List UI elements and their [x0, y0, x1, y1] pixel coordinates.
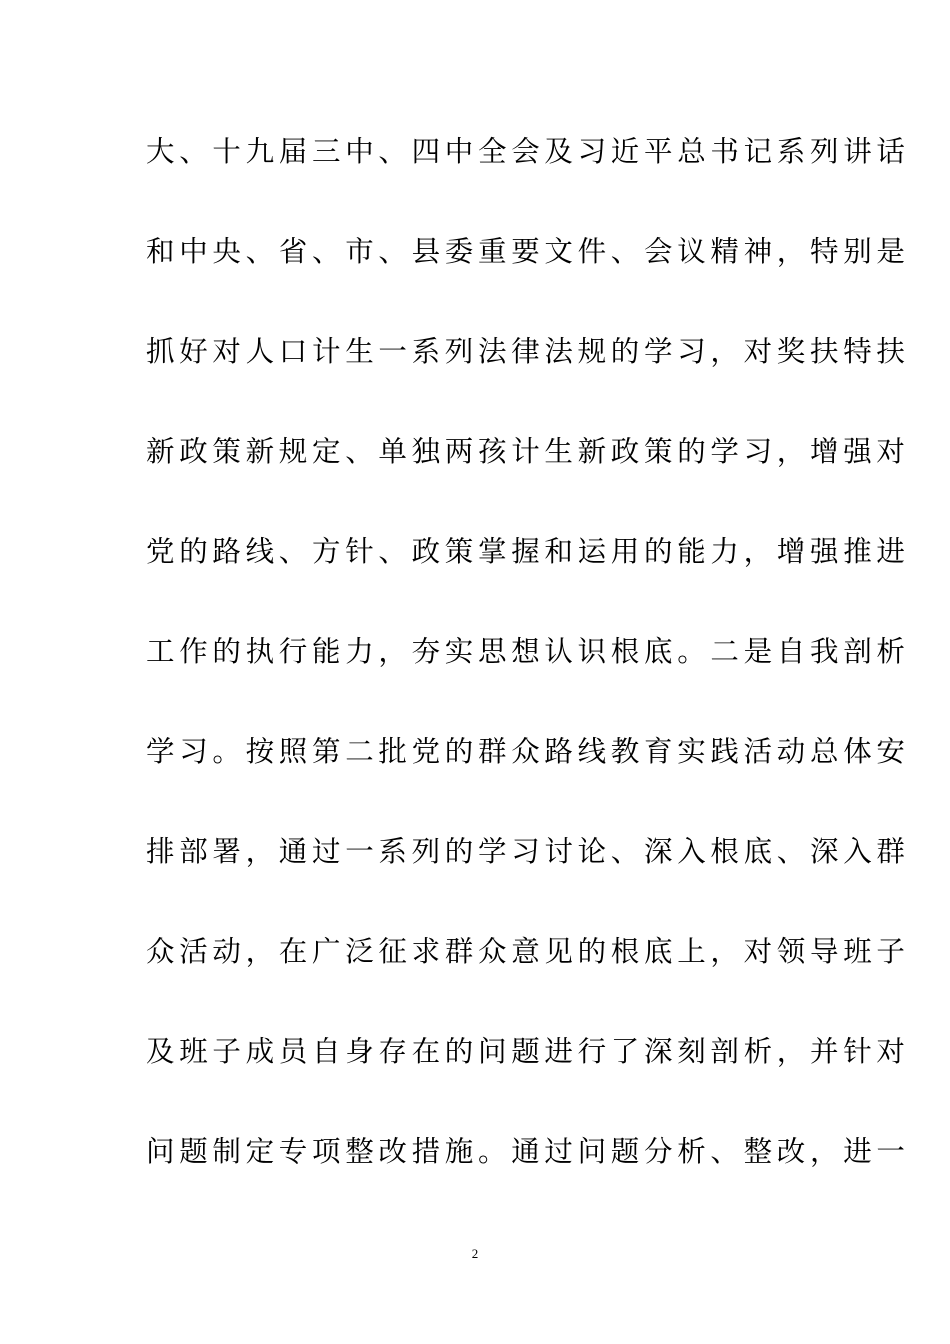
text-line: 党的路线、方针、政策掌握和运用的能力，增强推进 [146, 535, 910, 568]
text-line: 学习。按照第二批党的群众路线教育实践活动总体安 [146, 735, 910, 768]
text-line: 众活动，在广泛征求群众意见的根底上，对领导班子 [146, 935, 910, 968]
text-line: 排部署，通过一系列的学习讨论、深入根底、深入群 [146, 835, 910, 868]
page-number: 2 [471, 1246, 479, 1261]
text-line: 工作的执行能力，夯实思想认识根底。二是自我剖析 [146, 635, 910, 668]
text-line: 问题制定专项整改措施。通过问题分析、整改，进一 [146, 1135, 910, 1168]
text-line: 新政策新规定、单独两孩计生新政策的学习，增强对 [146, 435, 910, 468]
text-line: 大、十九届三中、四中全会及习近平总书记系列讲话 [146, 135, 910, 168]
text-line: 和中央、省、市、县委重要文件、会议精神，特别是 [146, 235, 910, 268]
body-text [146, 126, 910, 1226]
text-line: 抓好对人口计生一系列法律法规的学习，对奖扶特扶 [146, 335, 910, 368]
text-line: 及班子成员自身存在的问题进行了深刻剖析，并针对 [146, 1035, 910, 1068]
